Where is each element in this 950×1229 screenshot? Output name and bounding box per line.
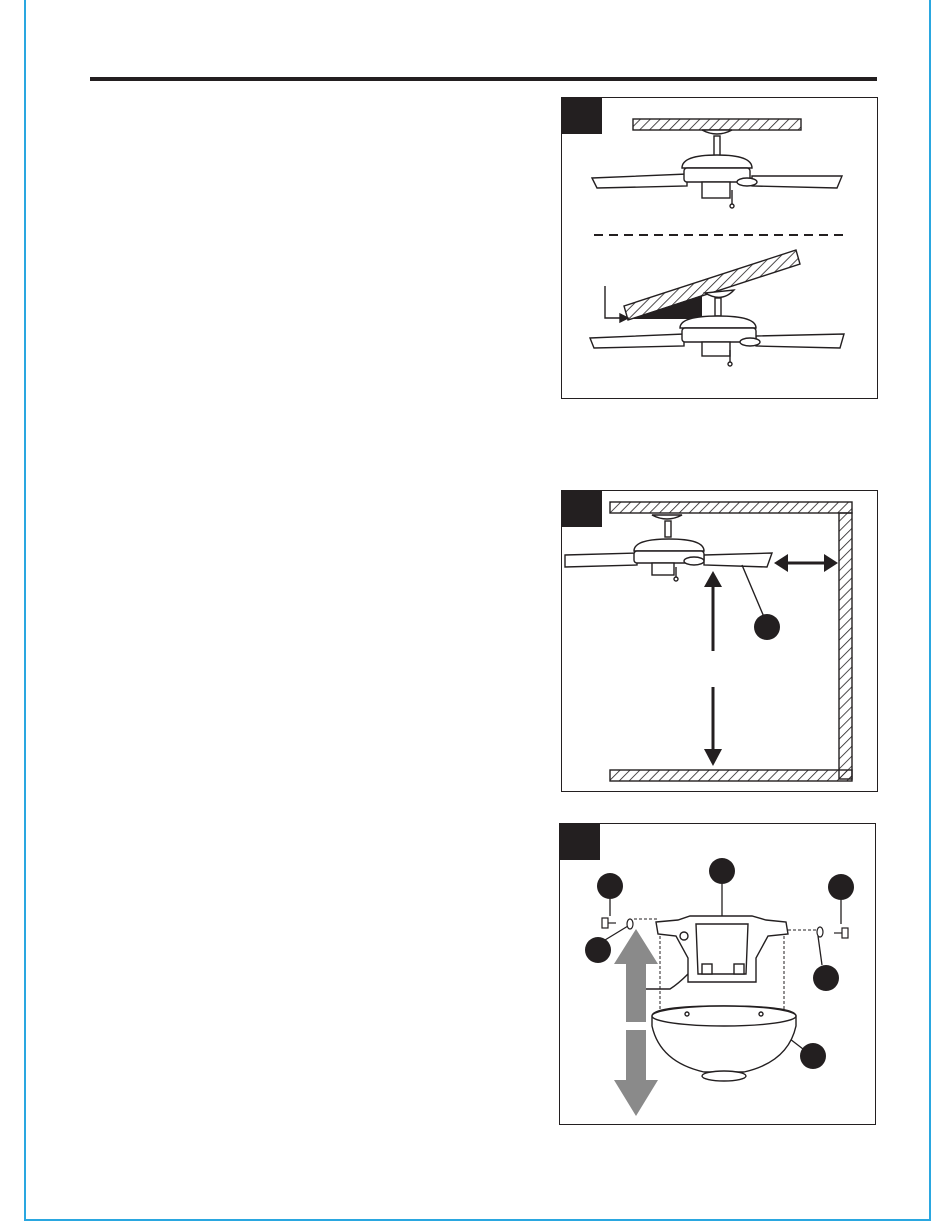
floor-clearance-arrow [704, 571, 722, 766]
screw-right [834, 928, 848, 938]
sloped-ceiling [624, 250, 800, 320]
callout-dot-bracket [709, 858, 735, 884]
callout-dot-screw-right [828, 874, 854, 900]
screw-left [602, 918, 616, 928]
wall [839, 513, 852, 779]
washer-left [627, 919, 633, 929]
flat-ceiling [633, 119, 801, 130]
figure-flat-vs-sloped-ceiling [561, 97, 878, 399]
callout-dot-washer-left [585, 937, 611, 963]
figure-3-drawing [560, 824, 877, 1126]
canopy [652, 1006, 796, 1081]
washer-right [817, 927, 823, 937]
figure-1-drawing [562, 98, 879, 400]
figure-clearance-diagram [561, 490, 878, 792]
fan-flat-mount [592, 130, 842, 208]
mounting-bracket [656, 916, 788, 982]
fan [565, 515, 772, 581]
ceiling [610, 502, 852, 513]
fan-sloped-mount [590, 290, 844, 366]
callout-line [742, 565, 764, 617]
header-rule [90, 77, 877, 81]
callout-dot-washer-right [813, 965, 839, 991]
figure-2-drawing [562, 491, 879, 793]
figure-canopy-assembly [559, 823, 876, 1125]
callout-dot-canopy [800, 1043, 826, 1069]
wall-clearance-arrow [774, 554, 838, 572]
callout-dot-screw-left [597, 873, 623, 899]
callout-dot [754, 614, 780, 640]
wire [646, 974, 688, 989]
slope-pointer-arrow [605, 286, 628, 322]
floor [610, 770, 852, 781]
